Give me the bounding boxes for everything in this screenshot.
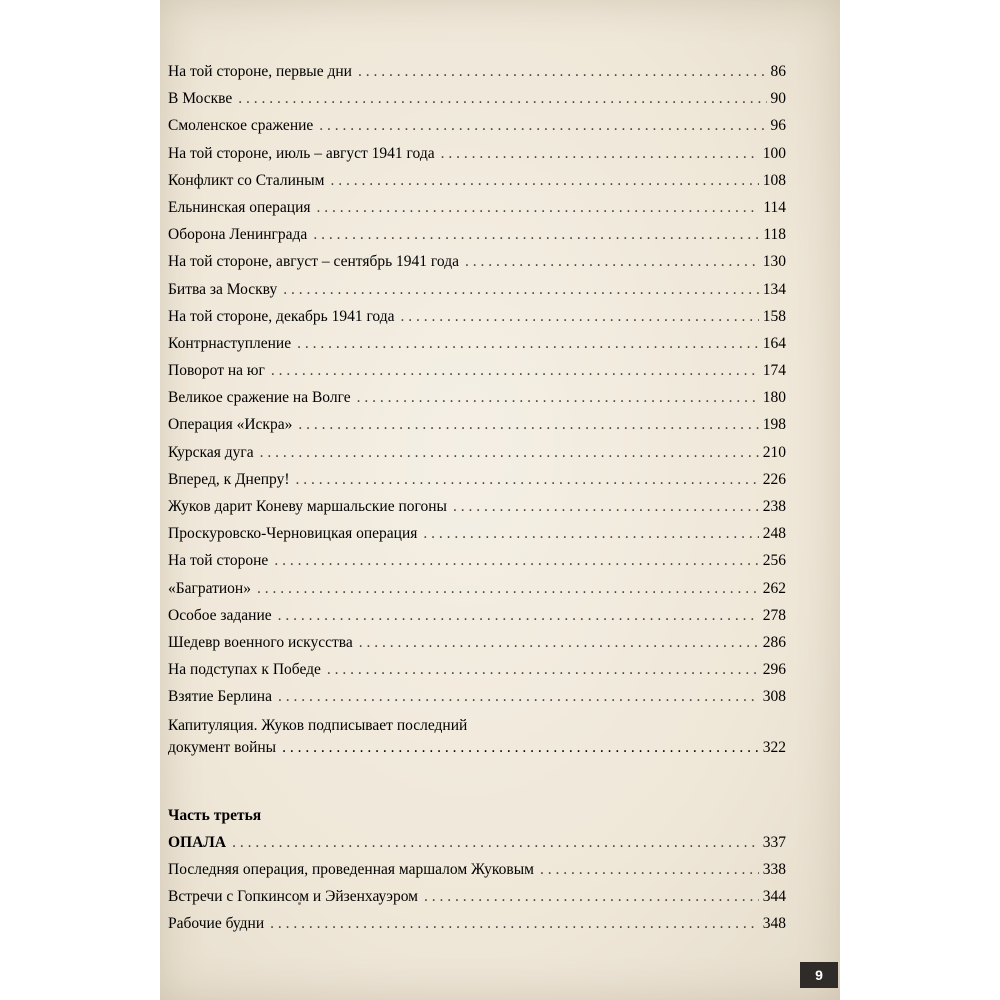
toc-entry: [168, 575, 786, 602]
dot-leader: [319, 112, 766, 139]
dot-leader: [282, 737, 759, 759]
toc-entry-page: 338: [762, 860, 786, 878]
toc-entry-page: 337: [762, 833, 786, 851]
toc-entry-page: 322: [762, 738, 786, 756]
toc-entry: [168, 112, 786, 139]
toc-entry-page: 238: [762, 498, 786, 515]
toc-entry: [168, 883, 786, 910]
toc-entry-title: Контрнаступление: [168, 334, 292, 352]
toc-entry-page: 348: [762, 915, 786, 933]
toc-entry-page: 256: [762, 552, 786, 570]
toc-entry: [168, 520, 786, 547]
toc-entry-page: 118: [763, 226, 786, 244]
part-heading: Часть третья: [168, 806, 262, 824]
toc-entry: [168, 856, 786, 883]
toc-entry-page: 198: [762, 416, 786, 434]
dot-leader: [358, 58, 767, 85]
toc-entry: [168, 439, 786, 466]
toc-entry-page: 164: [762, 334, 786, 352]
dot-leader: [295, 466, 758, 493]
dot-leader: [424, 883, 759, 910]
dot-leader: [257, 575, 759, 602]
toc-entry-page: 210: [762, 443, 786, 461]
dot-leader: [260, 439, 759, 466]
toc-entry: [168, 194, 786, 221]
toc-entry-page: 130: [762, 253, 786, 271]
toc-entry: [168, 58, 786, 85]
table-of-contents: [168, 58, 786, 937]
dot-leader: [327, 656, 759, 683]
toc-entry-page: 286: [762, 633, 786, 651]
toc-entry-page: 100: [762, 144, 786, 162]
toc-entry-title-line1: Капитуляция. Жуков подписывает последний: [168, 716, 468, 734]
toc-entry-title-line2: документ войны: [168, 738, 277, 756]
toc-entry-title: Курская дуга: [168, 443, 254, 461]
toc-entry-page: 344: [762, 887, 786, 905]
toc-entry-title: Поворот на юг: [168, 362, 265, 380]
toc-section-entry: [168, 829, 786, 856]
toc-entry: [168, 493, 786, 520]
toc-entry-page: 296: [762, 661, 786, 679]
dot-leader: [238, 85, 766, 112]
toc-entry: [168, 547, 786, 574]
toc-entry-page: 158: [762, 307, 786, 325]
dot-leader: [283, 276, 759, 303]
dot-leader: [401, 303, 759, 330]
toc-entry-page: 262: [762, 579, 786, 597]
toc-entry-title: Великое сражение на Волге: [168, 389, 351, 407]
toc-entry: [168, 140, 786, 167]
toc-entry: [168, 384, 786, 411]
dot-leader: [278, 602, 759, 629]
toc-entry-page: 226: [762, 470, 786, 488]
toc-entry-title: Последняя операция, проведенная маршалом Жуковым: [168, 860, 534, 878]
dot-leader: [423, 520, 758, 547]
toc-entry: [168, 411, 786, 438]
toc-entry: [168, 330, 786, 357]
toc-entry-page: 114: [763, 198, 786, 216]
dot-leader: [278, 683, 759, 710]
toc-entry-title: На той стороне, август – сентябрь 1941 года: [168, 253, 459, 271]
dot-leader: [359, 629, 759, 656]
toc-entry-title: Операция «Искра»: [168, 416, 293, 434]
dot-leader: [465, 248, 759, 275]
toc-entry-page: 180: [762, 389, 786, 407]
toc-entry-title: Битва за Москву: [168, 280, 278, 298]
dot-leader: [297, 330, 759, 357]
toc-entry: [168, 466, 786, 493]
toc-entry-title: Шедевр военного искусства: [168, 633, 353, 651]
toc-entry-page: 90: [770, 90, 786, 108]
toc-entry: [168, 276, 786, 303]
toc-entry: [168, 910, 786, 937]
toc-entry-title: Смоленское сражение: [168, 117, 314, 135]
toc-entry: [168, 221, 786, 248]
toc-entry-title: В Москве: [168, 90, 233, 108]
toc-entry: [168, 85, 786, 112]
toc-entry-page: 248: [762, 525, 786, 543]
toc-entry-title: Оборона Ленинграда: [168, 226, 308, 244]
page-number-badge: 9: [800, 962, 838, 988]
toc-entry-title: Ельнинская операция: [168, 198, 311, 216]
toc-entry-title: Жуков дарит Коневу маршальские погоны: [168, 498, 447, 515]
toc-entry: [168, 167, 786, 194]
toc-entry-title: На той стороне: [168, 552, 269, 570]
toc-entry-title: На той стороне, июль – август 1941 года: [168, 144, 435, 162]
toc-entry: [168, 248, 786, 275]
dot-leader: [540, 856, 759, 883]
toc-entry-page: 86: [770, 63, 786, 80]
toc-entry-title: Особое задание: [168, 606, 272, 624]
toc-entry-title: Конфликт со Сталиным: [168, 171, 325, 189]
toc-entry-title: На той стороне, первые дни: [168, 63, 352, 80]
toc-entry-title: Встречи с Гопкинсом и Эйзенхауэром: [168, 887, 418, 905]
dot-leader: [317, 194, 760, 221]
toc-entry: [168, 656, 786, 683]
dot-leader: [357, 384, 759, 411]
toc-entry-page: 134: [762, 280, 786, 298]
toc-entry-title: «Багратион»: [168, 579, 251, 597]
toc-entry-page: 96: [770, 117, 786, 135]
dot-leader: [271, 357, 759, 384]
toc-entry-title: Вперед, к Днепру!: [168, 470, 290, 488]
dot-leader: [313, 221, 759, 248]
toc-entry: [168, 303, 786, 330]
toc-entry: [168, 629, 786, 656]
toc-entry: [168, 683, 786, 710]
toc-entry: [168, 357, 786, 384]
toc-entry-page: 278: [762, 606, 786, 624]
toc-entry-page: 108: [762, 171, 786, 189]
dot-leader: [298, 411, 758, 438]
toc-entry-title: На той стороне, декабрь 1941 года: [168, 307, 395, 325]
toc-entry-title: Рабочие будни: [168, 915, 265, 933]
dot-leader: [330, 167, 758, 194]
toc-entry-title: Взятие Берлина: [168, 688, 272, 706]
toc-entry: [168, 602, 786, 629]
section-title: ОПАЛА: [168, 833, 227, 851]
toc-entry-title: На подступах к Победе: [168, 661, 321, 679]
dot-leader: [441, 140, 759, 167]
dot-leader: [232, 829, 759, 856]
toc-entry-page: 308: [762, 688, 786, 706]
toc-entry-page: 174: [762, 362, 786, 380]
toc-entry-multiline: [168, 715, 786, 761]
dot-leader: [270, 910, 759, 937]
toc-entry-title: Проскуровско-Черновицкая операция: [168, 525, 418, 543]
dot-leader: [274, 547, 758, 574]
dot-leader: [453, 493, 759, 520]
